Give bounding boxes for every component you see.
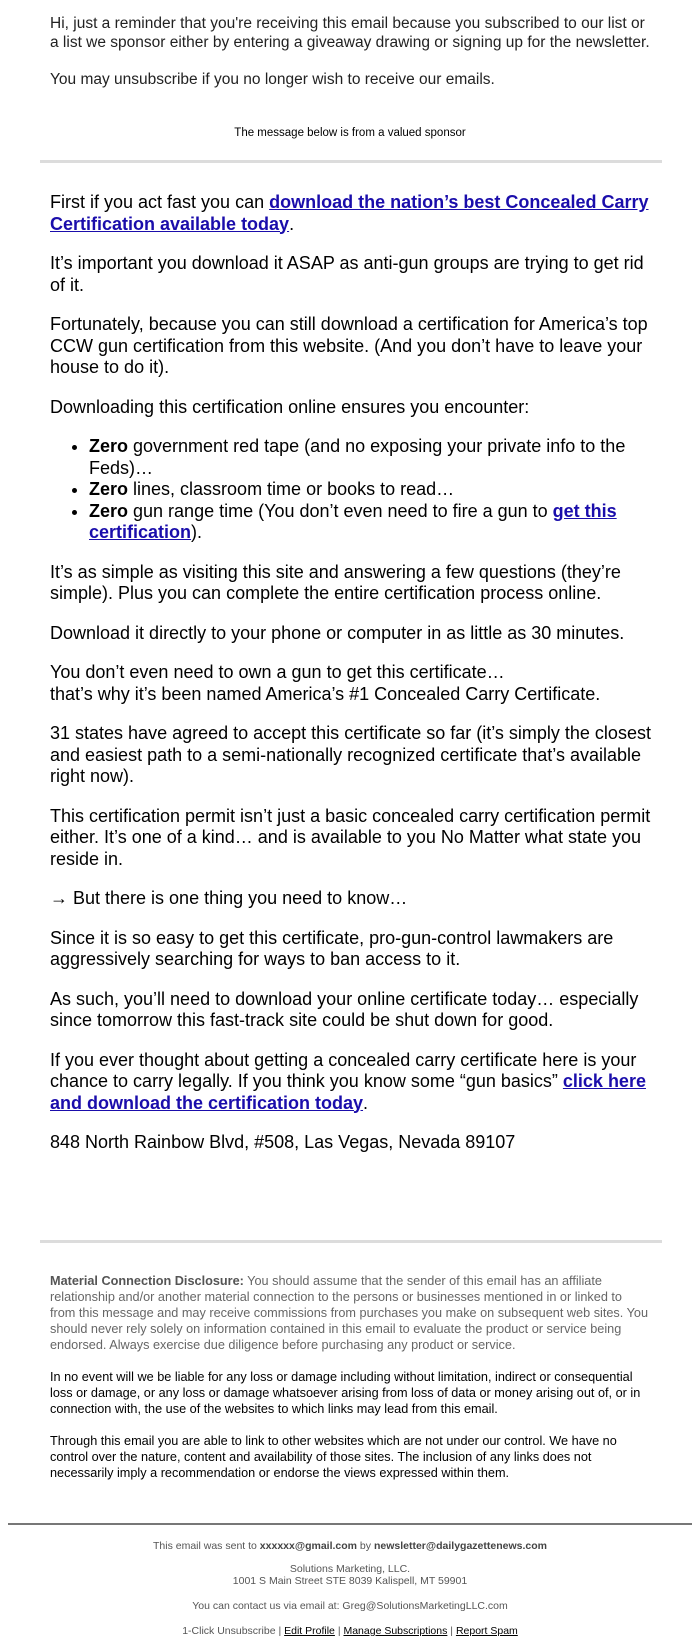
footer: [0, 1540, 700, 1637]
benefits-list: [50, 436, 660, 544]
company-address: 1001 S Main Street STE 8039 Kalispell, MT 59901: [232, 1575, 468, 1587]
divider-footer: [8, 1523, 692, 1525]
download-certification-link[interactable]: download the nation’s best Concealed Carry Certification available today: [50, 192, 649, 234]
paragraph-lawmakers: Since it is so easy to get this certificate, pro-gun-control lawmakers are aggressively searching for ways to ban access to it.: [50, 927, 614, 969]
edit-profile-link[interactable]: Edit Profile: [284, 1625, 335, 1637]
get-certification-link[interactable]: get this certification: [89, 500, 617, 542]
paragraph-download-today: As such, you’ll need to download your online certificate today… especially since tomorrow this fast-track site could be shut down for good.: [50, 988, 639, 1030]
external-links-disclaimer: Through this email you are able to link to other websites which are not under our control. We have no control over the nature, content and availability of those sites. The inclusion of any links does not necessarily imply a recommendation or endorse the views expressed within them.: [50, 1434, 617, 1480]
sent-to-line: This email was sent to xxxxxx@gmail.com by newsletter@dailygazettenews.com: [153, 1540, 547, 1552]
unsubscribe-note: You may unsubscribe if you no longer wish to receive our emails.: [50, 71, 495, 88]
list-item: • Zero government red tape (and no exposing your private info to the Feds)…: [89, 436, 660, 479]
sender-email: newsletter@dailygazettenews.com: [373, 1540, 547, 1552]
paragraph-asap: It’s important you download it ASAP as anti-gun groups are trying to get rid of it.: [50, 253, 644, 295]
one-click-unsubscribe[interactable]: 1-Click Unsubscribe: [182, 1625, 276, 1637]
divider-top: [40, 160, 662, 163]
list-item: • Zero lines, classroom time or books to read…: [89, 479, 660, 501]
sponsor-note: The message below is from a valued sponsor: [234, 127, 466, 139]
paragraph-download-time: Download it directly to your phone or computer in as little as 30 minutes.: [50, 622, 625, 643]
paragraph-carry-legally: If you ever thought about getting a concealed carry certificate here is your chance to carry legally. If you think you know some “gun basics” click here and download the certification today.: [50, 1049, 646, 1113]
paragraph-fortunately: Fortunately, because you can still download a certification for America’s top CCW gun certification from this website. (And you don’t have to leave your house to do it).: [50, 314, 648, 377]
company-name: Solutions Marketing, LLC.: [289, 1563, 411, 1575]
intro-paragraph: First if you act fast you can download the nation’s best Concealed Carry Certification available today.: [50, 192, 649, 234]
sponsor-message: [50, 192, 660, 1172]
divider-middle: [40, 1240, 662, 1243]
paragraph-states: 31 states have agreed to accept this certificate so far (it’s simply the closest and easiest path to a semi-nationally recognized certificate that’s available right now).: [50, 723, 651, 786]
paragraph-one-thing: → But there is one thing you need to know…: [50, 888, 408, 908]
material-disclosure: Material Connection Disclosure: You should assume that the sender of this email has an affiliate relationship and/or another material connection to the persons or businesses mentioned in or linked to from this message and may receive commissions from purchases you make on subsequent web sites. You should never rely solely on information contained in this email to evaluate the product or service being endorsed. Always exercise due diligence before purchasing any product or service.: [50, 1274, 649, 1352]
footer-links: 1-Click Unsubscribe | Edit Profile | Manage Subscriptions | Report Spam: [182, 1625, 518, 1637]
paragraph-simple: It’s as simple as visiting this site and answering a few questions (they’re simple). Plus you can complete the entire certification process online.: [50, 561, 621, 603]
paragraph-own-gun: You don’t even need to own a gun to get this certificate… that’s why it’s been named America’s #1 Concealed Carry Certificate.: [50, 662, 601, 704]
liability-disclaimer: In no event will we be liable for any loss or damage including without limitation, indirect or consequential loss or damage, or any loss or damage whatsoever arising from loss of data or money arising out of, or in connection with, the use of the websites to which links may lead from this email.: [50, 1370, 641, 1416]
list-item: • Zero gun range time (You don’t even need to fire a gun to get this certification).: [89, 501, 660, 544]
header-notice: [50, 14, 650, 89]
sponsor-address: 848 North Rainbow Blvd, #508, Las Vegas, Nevada 89107: [50, 1132, 516, 1152]
recipient-email: xxxxxx@gmail.com: [259, 1540, 358, 1552]
contact-line: You can contact us via email at: Greg@SolutionsMarketingLLC.com: [192, 1600, 508, 1612]
paragraph-one-of-a-kind: This certification permit isn’t just a basic concealed carry certification permit either. It’s one of a kind… and is available to you No Matter what state you reside in.: [50, 805, 651, 869]
paragraph-ensures: Downloading this certification online ensures you encounter:: [50, 396, 530, 417]
download-certification-today-link[interactable]: click here and download the certification today: [50, 1071, 646, 1113]
disclaimer: [50, 1273, 650, 1497]
subscription-reminder: Hi, just a reminder that you're receiving this email because you subscribed to our list or a list we sponsor either by entering a giveaway drawing or signing up for the newsletter.: [50, 15, 650, 51]
report-spam-link[interactable]: Report Spam: [455, 1625, 518, 1637]
manage-subscriptions-link[interactable]: Manage Subscriptions: [343, 1625, 448, 1637]
